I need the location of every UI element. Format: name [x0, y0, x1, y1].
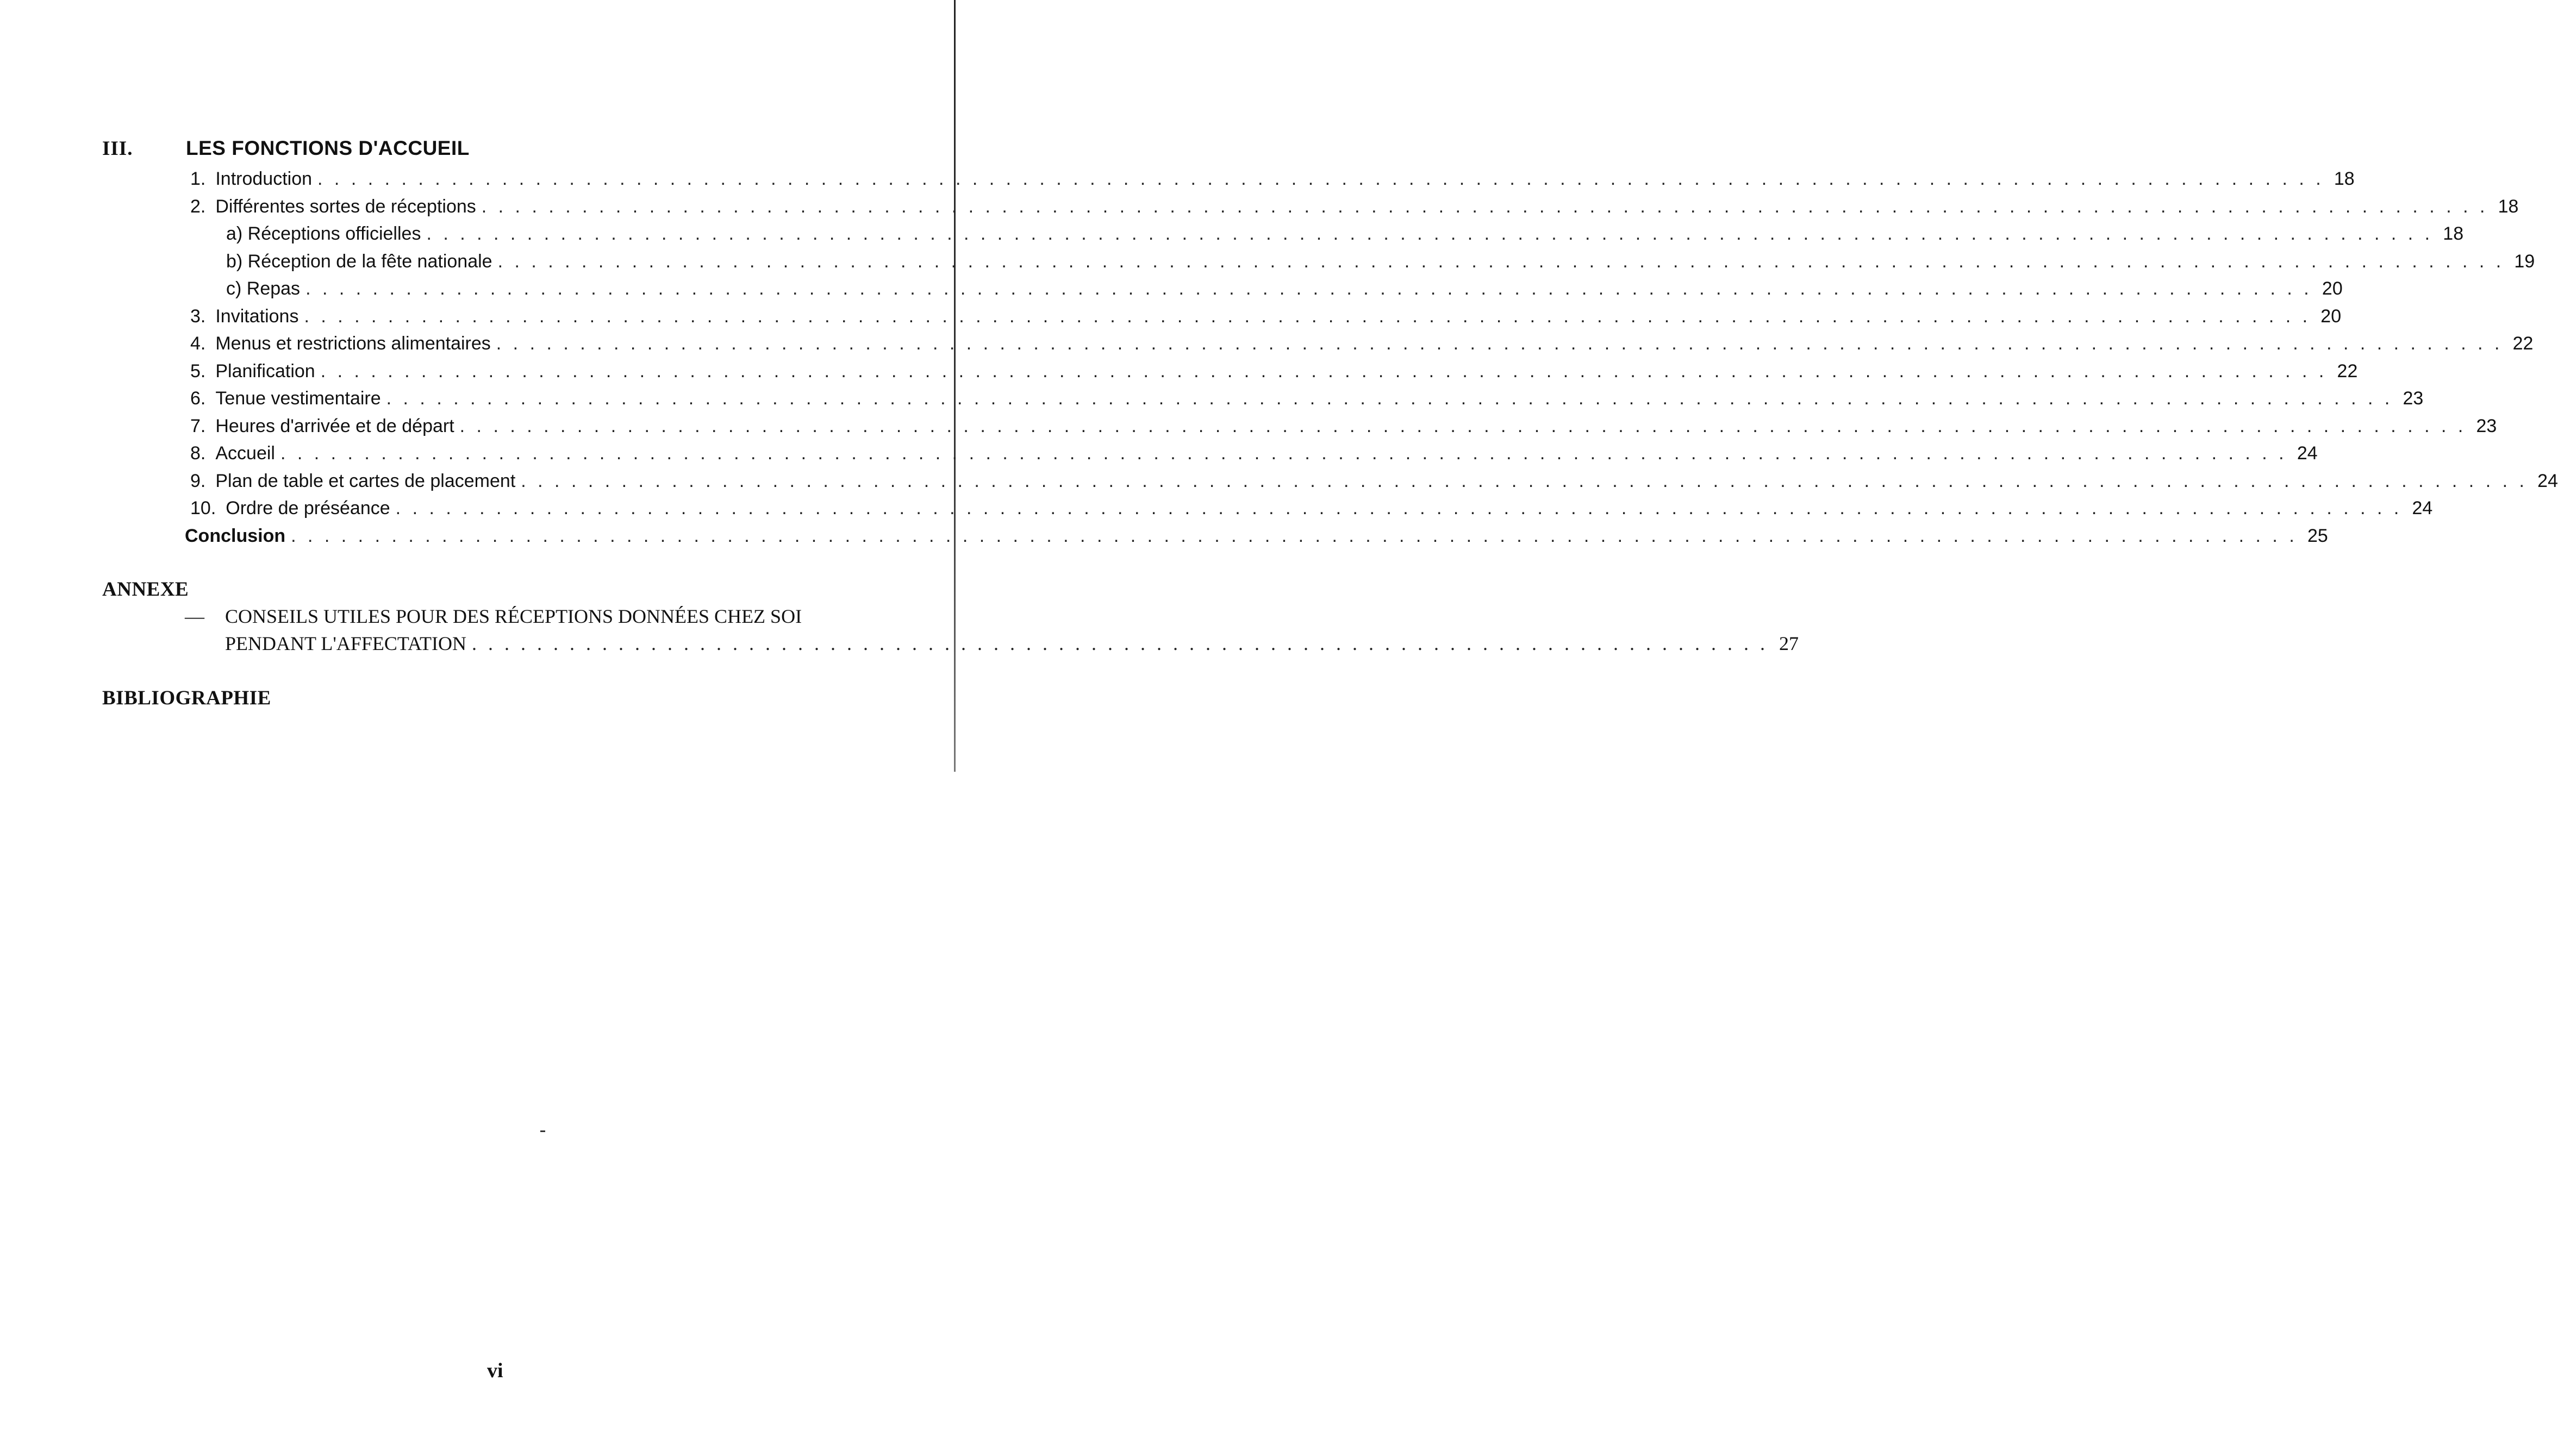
toc-entry [190, 415, 2497, 440]
toc-entry [190, 168, 2355, 192]
toc-entry [190, 470, 2558, 495]
toc-entry-number: 10. [190, 498, 216, 518]
annexe-title-line-2-row [225, 632, 1799, 656]
leader-dots: . . . . . . . . . . . . . . . . . . . . . . . . . . . . . . . . . . . . . . . . . . . . . . . . . . . . . . . . . . . . . . . . . . . . . . . . . . . . . . . . . . . . . . . . . . . . . . . . . . . . . . . . . . . . . . . . . . . . . . . . [395, 498, 2403, 518]
toc-entry-page: 18 [2334, 168, 2355, 189]
toc-entry-label: Planification [215, 360, 315, 382]
toc-entry-page: 23 [2403, 388, 2424, 409]
annexe-dash: — [185, 605, 204, 627]
toc-entry-page: 22 [2512, 333, 2534, 354]
toc-entry-label: Introduction [215, 168, 313, 189]
leader-dots: . . . . . . . . . . . . . . . . . . . . . . . . . . . . . . . . . . . . . . . . . . . . . . . . . . . . . . . . . . . . . . . . . . . . . . . . . . . . . . . . . . . . . . . . . . . . . . . . . . . . . . . . . . . . . . . . . . . . . . . . [481, 196, 2488, 217]
annexe-heading: ANNEXE [102, 578, 189, 601]
toc-entry-page: 20 [2322, 278, 2343, 299]
leader-dots: . . . . . . . . . . . . . . . . . . . . . . . . . . . . . . . . . . . . . . . . . . . . . . . . . . . . . . . . . . . . . . . . . . . . . . . . . . . . . . . . . . . . . . . . . . . . . . . . . . . . . . . . . . . . . . . . . . . . . . . . [291, 525, 2298, 546]
page-number: vi [487, 1359, 503, 1382]
leader-dots: . . . . . . . . . . . . . . . . . . . . . . . . . . . . . . . . . . . . . . . . . . . . . . . . . . . . . . . . . . . . . . . . . . . . . . . . . . . . . . . . . . . . . . . . . . . . . . . . . . . . . . . . . . . . . . . . . . . . . . . . [459, 415, 2467, 436]
toc-entry-number: 7. [190, 415, 206, 436]
toc-entry-label: b) Réception de la fête nationale [226, 251, 492, 272]
toc-entry-page: 25 [2307, 525, 2328, 546]
toc-entry-page: 20 [2320, 305, 2342, 327]
leader-dots: . . . . . . . . . . . . . . . . . . . . . . . . . . . . . . . . . . . . . . . . . . . . . . . . . . . . . . . . . . . . . . . . . . . . . . . . . . . . . . . . . . . . . . . . . . . . . . . . . . . . . . . . . . . . . . . . . . . . . . . . [521, 470, 2528, 491]
toc-entry-label: Accueil [215, 443, 275, 464]
toc-entry-label: a) Réceptions officielles [226, 223, 421, 244]
leader-dots: . . . . . . . . . . . . . . . . . . . . . . . . . . . . . . . . . . . . . . . . . . . . . . . . . . . . . . . . . . . . . . . . . . . . . . . . . . . . . . . . . . . . . . . . . . . . . . . . . . . . . . . . . . . . . . . . . . . . . . . . [305, 278, 2312, 299]
toc-entry [190, 388, 2424, 412]
toc-entry [190, 498, 2433, 522]
toc-entry-page: 24 [2297, 443, 2318, 464]
leader-dots: . . . . . . . . . . . . . . . . . . . . . . . . . . . . . . . . . . . . . . . . . . . . . . . . . . . . . . . . . . . . . . . . . . . . . . . . . . . . . . . . . . . . . . . . . . . . . . . . . . . . . . . . . . . . . . . . . . . . . . . . [497, 251, 2505, 272]
toc-entry-number: 1. [190, 168, 206, 189]
toc-entry-number: 3. [190, 305, 206, 327]
toc-entry [190, 196, 2519, 220]
toc-entry-label: Invitations [215, 305, 299, 327]
leader-dots: . . . . . . . . . . . . . . . . . . . . . . . . . . . . . . . . . . . . . . . . . . . . . . . . . . . . . . . . . . . . . . . . . . . . . . . . . . . . . . . . . . . . . . . . . . . . . . . . . . . . . . . . . . . . . . . . . . . . . . . . [386, 388, 2393, 409]
toc-entry-page: 18 [2443, 223, 2464, 244]
leader-dots: . . . . . . . . . . . . . . . . . . . . . . . . . . . . . . . . . . . . . . . . . . . . . . . . . . . . . . . . . . . . . . . . . . . . . . . . . . . . . . . . [471, 633, 1768, 654]
bibliographie-heading: BIBLIOGRAPHIE [102, 687, 271, 709]
toc-entry-number: 5. [190, 360, 206, 382]
toc-entry-label: Ordre de préséance [226, 498, 390, 518]
scan-speck [540, 1130, 545, 1132]
toc-entry-page: 23 [2476, 415, 2497, 436]
toc-entry-number: 2. [190, 196, 206, 217]
leader-dots: . . . . . . . . . . . . . . . . . . . . . . . . . . . . . . . . . . . . . . . . . . . . . . . . . . . . . . . . . . . . . . . . . . . . . . . . . . . . . . . . . . . . . . . . . . . . . . . . . . . . . . . . . . . . . . . . . . . . . . . . [320, 360, 2328, 382]
toc-entry-label: Différentes sortes de réceptions [215, 196, 476, 217]
scan-edge-line [954, 0, 956, 772]
toc-entry [190, 333, 2534, 357]
annexe-title-line-2: PENDANT L'AFFECTATION [225, 633, 466, 654]
toc-entry-label: c) Repas [226, 278, 301, 299]
toc-entry-page: 18 [2498, 196, 2519, 217]
toc-entry-label: Heures d'arrivée et de départ [215, 415, 454, 436]
toc-entry-label: Conclusion [185, 525, 286, 546]
toc-entry-label: Menus et restrictions alimentaires [215, 333, 491, 354]
toc-entry [226, 223, 2464, 247]
part-title: LES FONCTIONS D'ACCUEIL [186, 137, 470, 159]
toc-entry-label: Tenue vestimentaire [215, 388, 381, 409]
leader-dots: . . . . . . . . . . . . . . . . . . . . . . . . . . . . . . . . . . . . . . . . . . . . . . . . . . . . . . . . . . . . . . . . . . . . . . . . . . . . . . . . . . . . . . . . . . . . . . . . . . . . . . . . . . . . . . . . . . . . . . . . [280, 443, 2287, 464]
toc-entry [190, 443, 2318, 467]
toc-entry [190, 305, 2342, 330]
toc-entry-page: 24 [2537, 470, 2558, 491]
toc-entry-number: 6. [190, 388, 206, 409]
leader-dots: . . . . . . . . . . . . . . . . . . . . . . . . . . . . . . . . . . . . . . . . . . . . . . . . . . . . . . . . . . . . . . . . . . . . . . . . . . . . . . . . . . . . . . . . . . . . . . . . . . . . . . . . . . . . . . . . . . . . . . . . [317, 168, 2324, 189]
toc-entry-page: 22 [2337, 360, 2358, 382]
annexe-title-line-1: CONSEILS UTILES POUR DES RÉCEPTIONS DONNÉES CHEZ SOI [225, 605, 802, 627]
toc-entry-page: 19 [2514, 251, 2535, 272]
toc-entry [190, 360, 2358, 385]
annexe-page: 27 [1779, 633, 1799, 654]
toc-entry-number: 9. [190, 470, 206, 491]
leader-dots: . . . . . . . . . . . . . . . . . . . . . . . . . . . . . . . . . . . . . . . . . . . . . . . . . . . . . . . . . . . . . . . . . . . . . . . . . . . . . . . . . . . . . . . . . . . . . . . . . . . . . . . . . . . . . . . . . . . . . . . . [426, 223, 2434, 244]
toc-entry [226, 251, 2535, 275]
toc-entry-number: 8. [190, 443, 206, 464]
toc-entry-number: 4. [190, 333, 206, 354]
toc-entry-label: Plan de table et cartes de placement [215, 470, 516, 491]
toc-entry [185, 525, 2328, 549]
toc-entry-page: 24 [2412, 498, 2433, 518]
leader-dots: . . . . . . . . . . . . . . . . . . . . . . . . . . . . . . . . . . . . . . . . . . . . . . . . . . . . . . . . . . . . . . . . . . . . . . . . . . . . . . . . . . . . . . . . . . . . . . . . . . . . . . . . . . . . . . . . . . . . . . . . [496, 333, 2503, 354]
leader-dots: . . . . . . . . . . . . . . . . . . . . . . . . . . . . . . . . . . . . . . . . . . . . . . . . . . . . . . . . . . . . . . . . . . . . . . . . . . . . . . . . . . . . . . . . . . . . . . . . . . . . . . . . . . . . . . . . . . . . . . . . [304, 305, 2311, 327]
toc-entry [226, 278, 2343, 302]
part-roman-numeral: III. [102, 138, 133, 160]
